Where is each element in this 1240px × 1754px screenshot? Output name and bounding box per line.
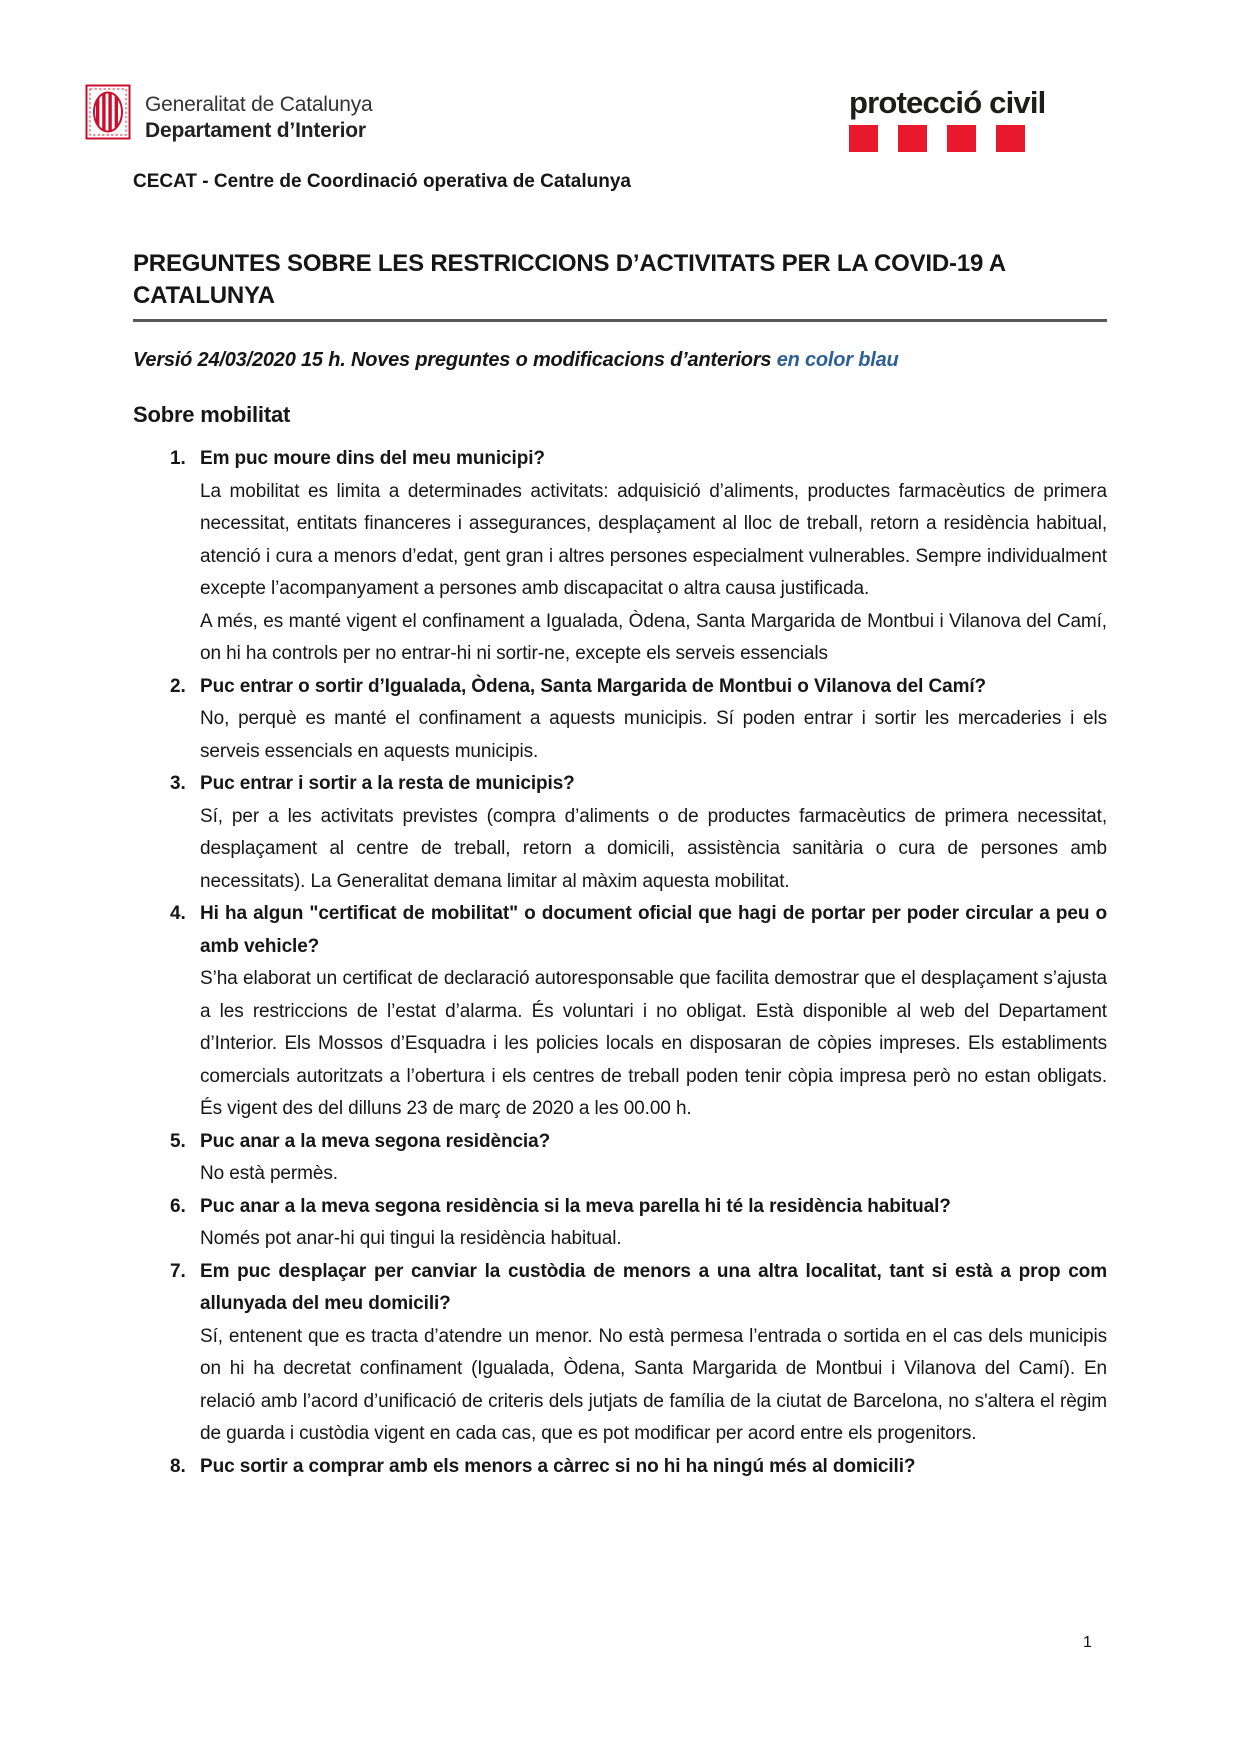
org-line: CECAT - Centre de Coordinació operativa de Catalunya	[133, 171, 631, 192]
question-text: Puc anar a la meva segona residència si la meva parella hi té la residència habitual?	[200, 1195, 951, 1217]
answer-text: No està permès.	[200, 1163, 338, 1184]
item-number: 5.	[170, 1130, 186, 1152]
answer-text: A més, es manté vigent el confinament a Igualada, Òdena, Santa Margarida de Montbui i Vilanova del Camí, on hi ha controls per no entrar-hi ni sortir-ne, excepte els serveis essencials	[200, 610, 1107, 664]
question-text: Puc sortir a comprar amb els menors a càrrec si no hi ha ningú més al domicili?	[200, 1455, 916, 1477]
proteccio-civil-squares-icon	[849, 125, 1089, 152]
faq-list	[133, 443, 1107, 1483]
answer-text: No, perquè es manté el confinament a aquests municipis. Sí poden entrar i sortir les mercaderies i els serveis essencials en aquests municipis.	[200, 708, 1107, 762]
question-text: Puc anar a la meva segona residència?	[200, 1130, 551, 1152]
section-heading: Sobre mobilitat	[133, 402, 291, 427]
item-number: 7.	[170, 1260, 186, 1282]
red-square-icon	[996, 125, 1025, 152]
question-text: Puc entrar o sortir d’Igualada, Òdena, Santa Margarida de Montbui o Vilanova del Camí?	[200, 675, 987, 697]
item-number: 2.	[170, 675, 186, 697]
senyera-shield-icon	[85, 84, 131, 140]
document-content	[133, 170, 1107, 1483]
generalitat-name: Generalitat de Catalunya	[145, 93, 373, 116]
question-text: Em puc moure dins del meu municipi?	[200, 448, 545, 469]
faq-item	[133, 1256, 1107, 1451]
answer-text: S’ha elaborat un certificat de declaració autoresponsable que facilita demostrar que el desplaçament s’ajusta a les restriccions de l’estat d’alarma. És voluntari i no obligat. Està disponible al web del Departament d’Interior. Els Mossos d’Esquadra i les policies locals en disposaran de còpies impreses. Els establiments comercials autoritzats a l’obertura i els centres de treball poden tenir còpia impresa però no estan obligats. És vigent des del dilluns 23 de març de 2020 a les 00.00 h.	[200, 968, 1107, 1119]
version-text: Versió 24/03/2020 15 h. Noves preguntes o modificacions d’anteriors	[133, 349, 777, 371]
red-square-icon	[947, 125, 976, 152]
item-number: 1.	[170, 448, 186, 469]
answer-text: Sí, entenent que es tracta d’atendre un menor. No està permesa l’entrada o sortida en el cas dels municipis on hi ha decretat confinament (Igualada, Òdena, Santa Margarida de Montbui i Vilanova del Camí). En relació amb l’acord d’unificació de criteris dels jutjats de família de la ciutat de Barcelona, no s'altera el règim de guarda i custòdia vigent en cada cas, que es pot modificar per acord entre els progenitors.	[200, 1325, 1107, 1444]
answer-text: La mobilitat es limita a determinades activitats: adquisició d’aliments, productes farmacèutics de primera necessitat, entitats financeres i assegurances, desplaçament al lloc de treball, retorn a residència habitual, atenció i cura a menors d’edat, gent gran i altres persones especialment vulnerables. Sempre individualment excepte l’acompanyament a persones amb discapacitat o altra causa justificada.	[200, 480, 1107, 599]
question-text: Hi ha algun "certificat de mobilitat" o document oficial que hagi de portar per poder circular a peu o amb vehicle?	[200, 903, 1107, 957]
faq-item	[133, 443, 1107, 671]
proteccio-civil-logo	[849, 86, 1089, 152]
question-text: Puc entrar i sortir a la resta de municipis?	[200, 773, 575, 794]
faq-item	[133, 898, 1107, 1126]
answer-text: Només pot anar-hi qui tingui la residència habitual.	[200, 1228, 622, 1249]
item-number: 6.	[170, 1195, 186, 1217]
document-title: PREGUNTES SOBRE LES RESTRICCIONS D’ACTIVITATS PER LA COVID-19 A CATALUNYA	[133, 248, 1107, 322]
faq-item	[133, 1191, 1107, 1256]
item-number: 4.	[170, 903, 186, 924]
question-text: Em puc desplaçar per canviar la custòdia de menors a una altra localitat, tant si està a prop com allunyada del meu domicili?	[200, 1260, 1107, 1314]
faq-item	[133, 1451, 1107, 1484]
generalitat-logo	[85, 84, 373, 144]
page-number: 1	[1083, 1634, 1092, 1651]
faq-item	[133, 671, 1107, 769]
faq-item	[133, 1126, 1107, 1191]
version-line	[133, 349, 1107, 372]
red-square-icon	[898, 125, 927, 152]
version-highlight: en color blau	[776, 349, 899, 371]
answer-text: Sí, per a les activitats previstes (compra d’aliments o de productes farmacèutics de primera necessitat, desplaçament al centre de treball, retorn a domicili, assistència sanitària o cura de persones amb necessitats). La Generalitat demana limitar al màxim aquesta mobilitat.	[200, 805, 1107, 892]
red-square-icon	[849, 125, 878, 152]
faq-item	[133, 768, 1107, 898]
item-number: 8.	[170, 1455, 186, 1477]
item-number: 3.	[170, 773, 186, 794]
departament-name: Departament d’Interior	[145, 119, 366, 142]
proteccio-civil-wordmark: protecció civil	[849, 85, 1046, 120]
